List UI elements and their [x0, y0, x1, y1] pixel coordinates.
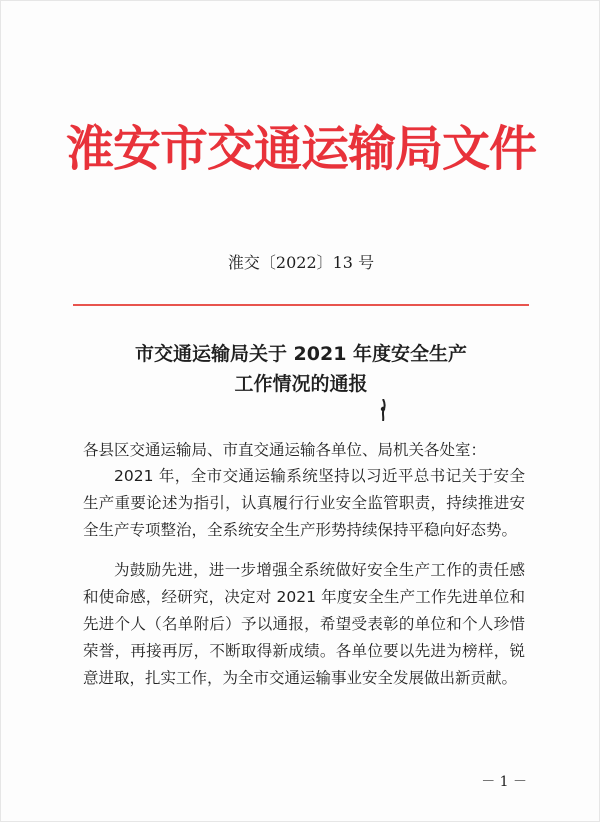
- body-paragraph-2: 为鼓励先进，进一步增强全系统做好安全生产工作的责任感和使命感，经研究，决定对 2021 年度安全生产工作先进单位和先进个人（名单附后）予以通报，希望受表彰的单位和个人珍惜荣誉，再接再厉，不断取得新成绩。各单位要以先进为榜样，锐意进取，扎实工作，为全市交通运输事业安全发展做出新贡献。: [83, 561, 525, 687]
- document-header-title: 淮安市交通运输局文件: [65, 121, 536, 177]
- body-paragraph-1: 2021 年，全市交通运输系统坚持以习近平总书记关于安全生产重要论述为指引，认真履行行业安全监管职责，持续推进安全生产专项整治，全系统安全生产形势持续保持平稳向好态势。: [83, 467, 525, 539]
- document-subject: [1, 339, 600, 399]
- seal-edge-mark-icon: [380, 399, 386, 421]
- subject-line-2: 工作情况的通报: [234, 373, 368, 395]
- document-number: 淮交〔2022〕13 号: [227, 253, 375, 272]
- red-divider-line: [73, 304, 529, 306]
- addressee: 各县区交通运输局、市直交通运输各单位、局机关各处室：: [83, 441, 487, 459]
- subject-line-1: 市交通运输局关于 2021 年度安全生产: [134, 343, 468, 365]
- page-number: － 1 －: [481, 774, 527, 790]
